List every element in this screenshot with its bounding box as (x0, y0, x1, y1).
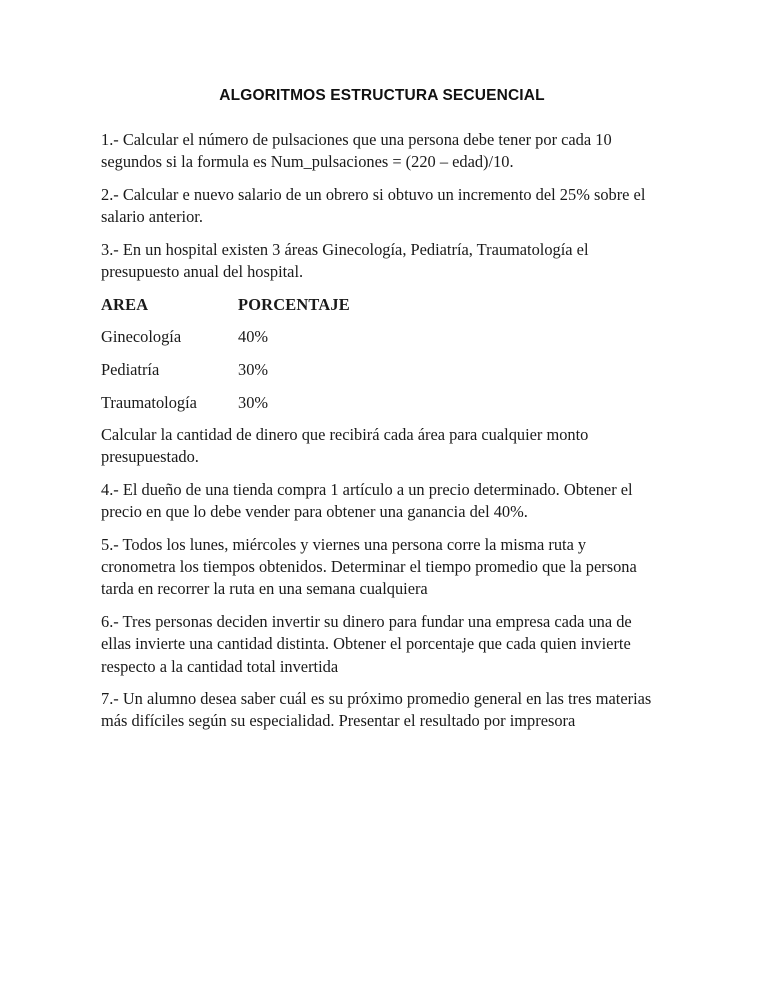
exercise-item-3: 3.- En un hospital existen 3 áreas Ginecología, Pediatría, Traumatología el presupuesto anual del hospital. (101, 239, 589, 282)
exercise-item-2: 2.- Calcular e nuevo salario de un obrero si obtuvo un incremento del 25% sobre el salario anterior. (101, 184, 646, 227)
table-cell-area: Ginecología (101, 327, 182, 347)
table-cell-porcentaje: 30% (238, 359, 269, 379)
exercise-item-5: 5.- Todos los lunes, miércoles y viernes una persona corre la misma ruta y cronometra los tiempos obtenidos. Determinar el tiempo promedio que la persona tarda en recorrer la ruta en una semana cualquiera (101, 535, 637, 599)
table-cell-area: Pediatría (101, 359, 160, 379)
exercise-item-6: 6.- Tres personas deciden invertir su dinero para fundar una empresa cada una de ellas invierte una cantidad distinta. Obtener el porcentaje que cada quien invierte respecto a la cantidad total invertida (101, 612, 632, 676)
table-row (101, 326, 663, 348)
exercise-item-4: 4.- El dueño de una tienda compra 1 artículo a un precio determinado. Obtener el precio en que lo debe vender para obtener una ganancia del 40%. (101, 480, 633, 522)
table-cell-porcentaje: 40% (238, 327, 269, 347)
table-header-row (101, 294, 663, 316)
page-title: ALGORITMOS ESTRUCTURA SECUENCIAL (219, 87, 545, 104)
percentage-table (101, 294, 663, 414)
table-row (101, 359, 663, 381)
document-body (101, 86, 663, 733)
table-cell-porcentaje: 30% (238, 392, 269, 412)
table-cell-area: Traumatología (101, 392, 197, 412)
exercise-item-1: 1.- Calcular el número de pulsaciones que una persona debe tener por cada 10 segundos si la formula es Num_pulsaciones = (220 – edad)/10. (101, 130, 612, 172)
table-header-area: AREA (101, 294, 149, 314)
table-header-porcentaje: PORCENTAJE (238, 294, 350, 314)
exercise-item-7: 7.- Un alumno desea saber cuál es su próximo promedio general en las tres materias más difíciles según su especialidad. Presentar el resultado por impresora (101, 689, 652, 731)
table-row (101, 392, 663, 414)
table-caption: Calcular la cantidad de dinero que recibirá cada área para cualquier monto presupuestado. (101, 425, 589, 467)
